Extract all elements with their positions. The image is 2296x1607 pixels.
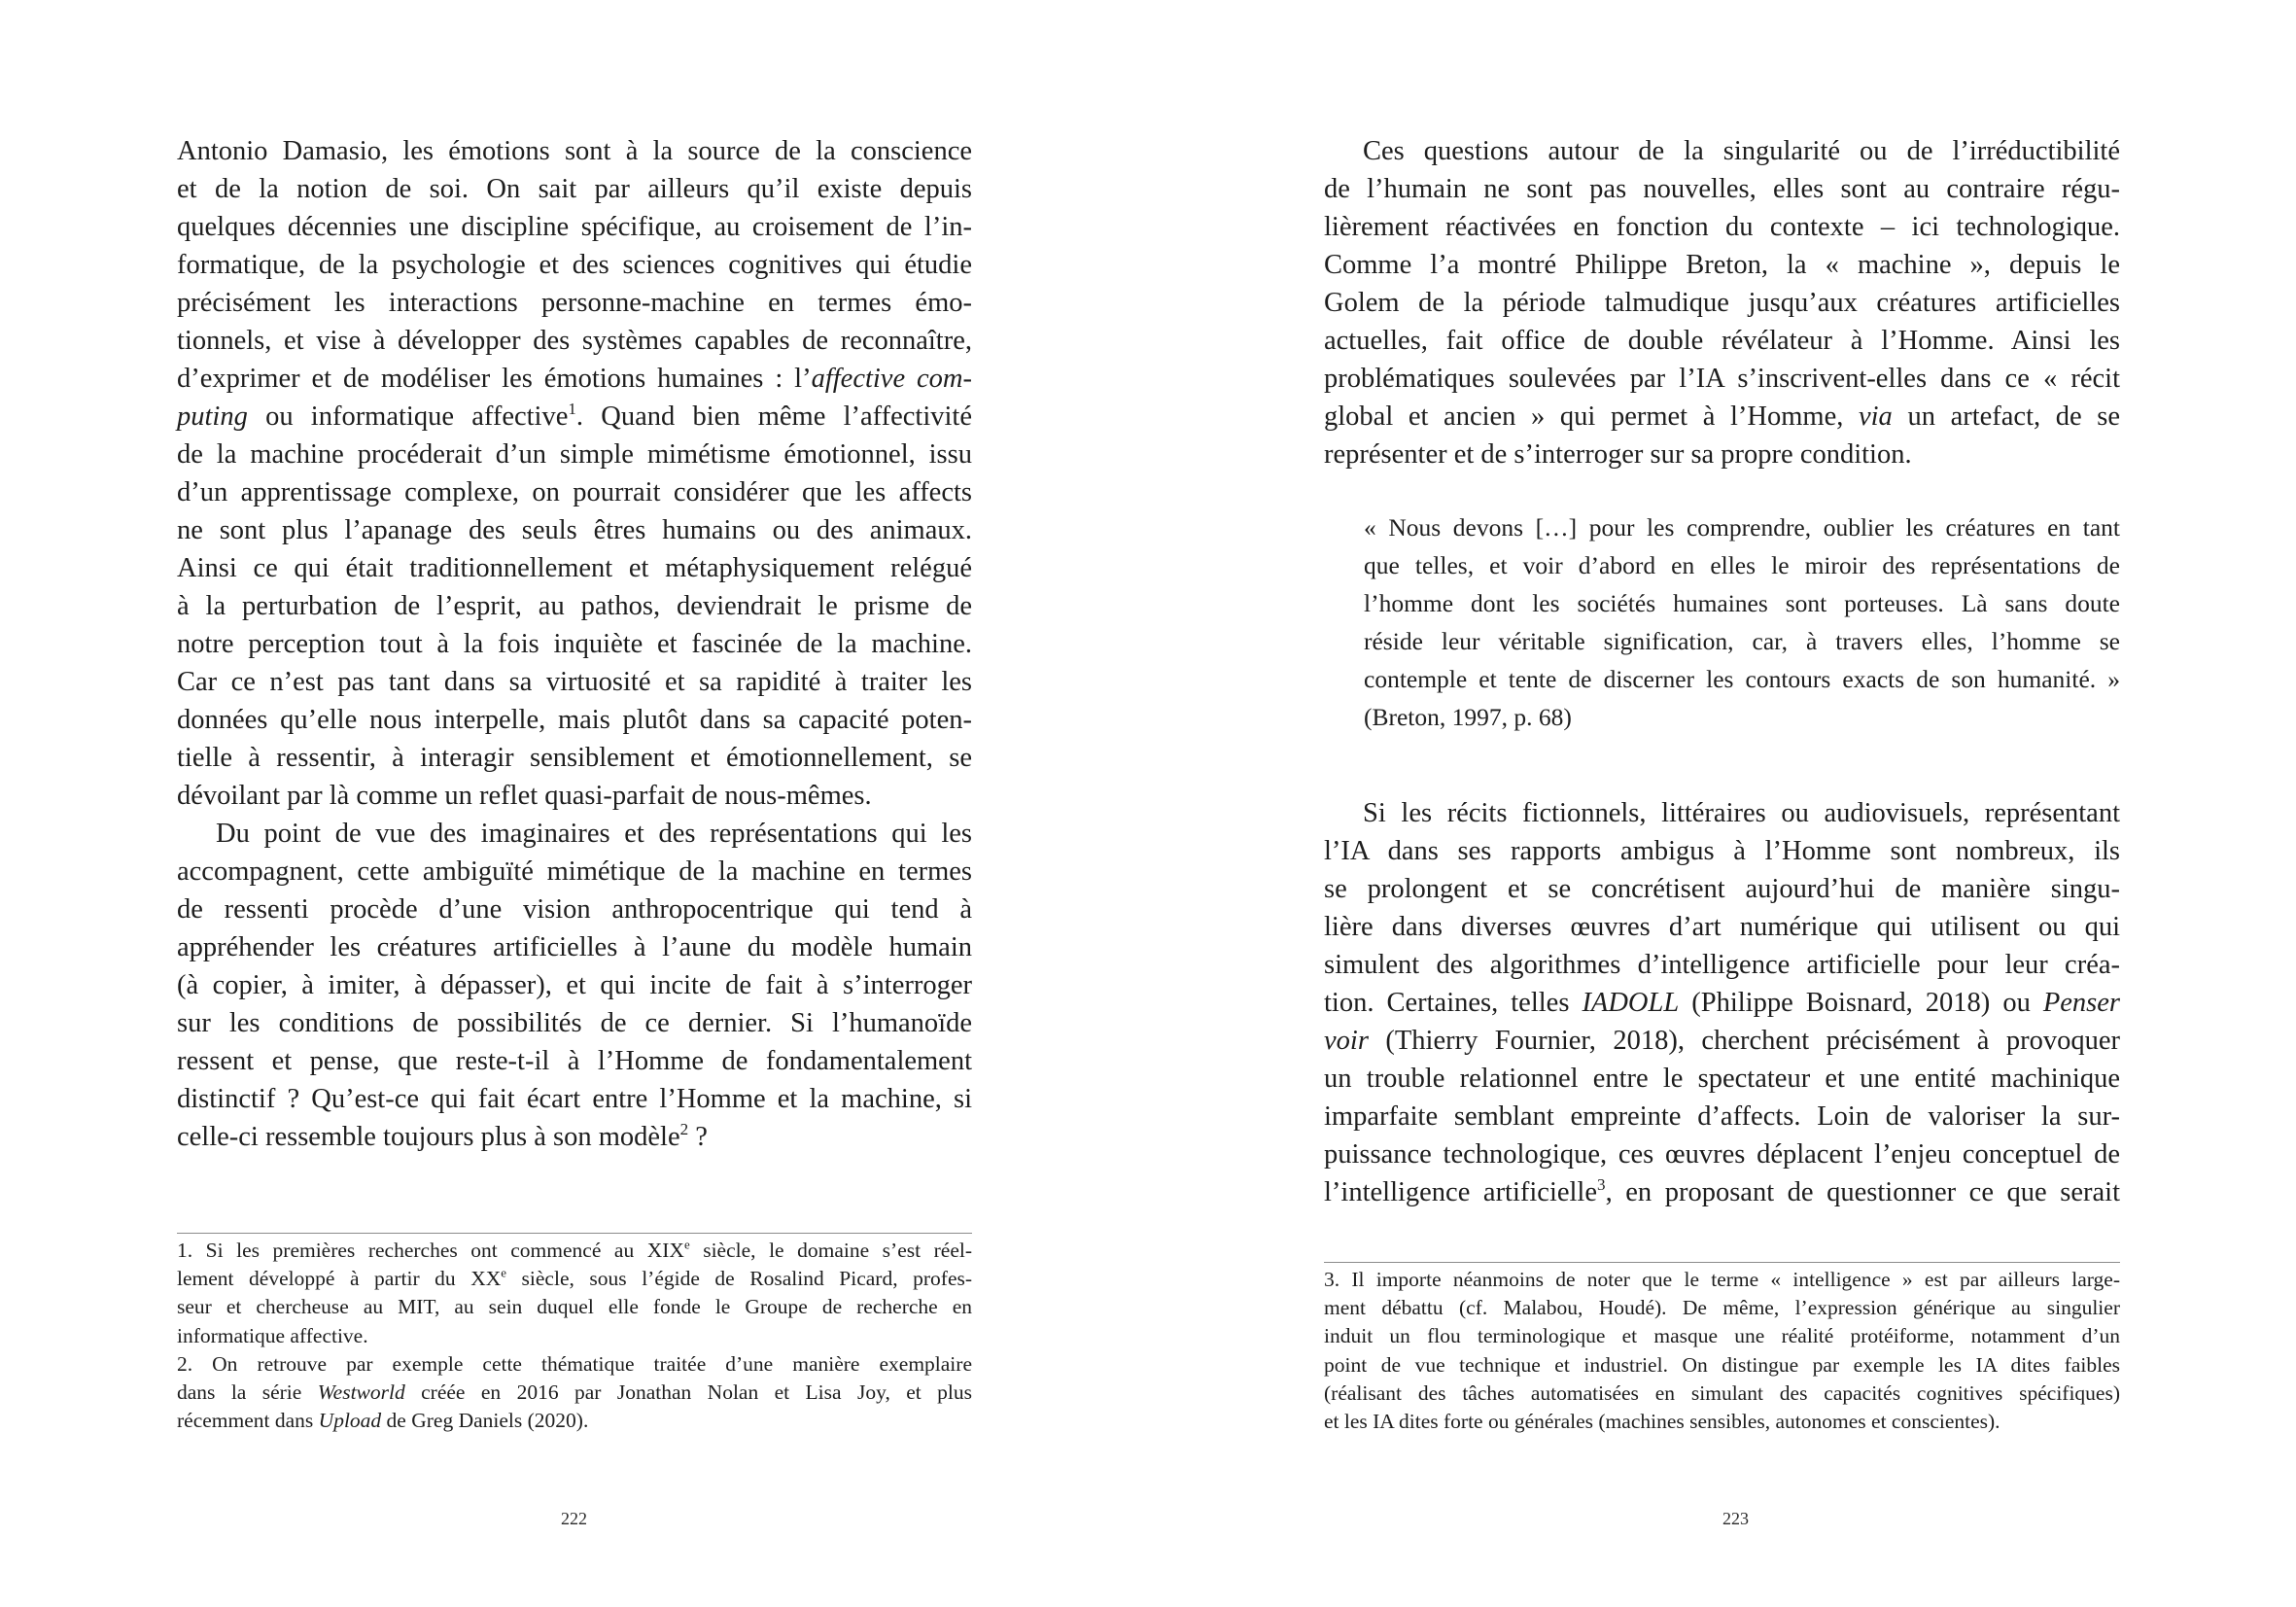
text-run: 2. On retrouve par exemple cette thématique traitée d’une manière exemplaire xyxy=(177,1351,972,1376)
text-line xyxy=(177,1118,972,1156)
text-run: l’intelligence artificielle xyxy=(1324,1177,1598,1207)
footnote-separator xyxy=(1324,1262,2120,1263)
text-run: de Greg Daniels (2020). xyxy=(381,1409,589,1433)
text-run: dans la série xyxy=(177,1380,318,1404)
footnote-reference: 2 xyxy=(679,1119,689,1138)
text-run: à la perturbation de l’esprit, au pathos, deviendrait le prisme de xyxy=(177,591,972,621)
text-run: de ressenti procède d’une vision anthropocentrique qui tend à xyxy=(177,894,972,925)
text-line xyxy=(1324,832,2120,870)
text-run: celle-ci ressemble toujours plus à son modèle xyxy=(177,1122,680,1152)
text-run: d’exprimer et de modéliser les émotions humaines : l’ xyxy=(177,364,812,394)
text-run: appréhender les créatures artificielles à l’aune du modèle humain xyxy=(177,932,972,962)
text-line xyxy=(177,473,972,511)
text-run: un trouble relationnel entre le spectateur et une entité machinique xyxy=(1324,1064,2120,1094)
text-run: lière dans diverses œuvres d’art numérique qui utilisent ou qui xyxy=(1324,912,2120,942)
text-run: Ces questions autour de la singularité ou de l’irréductibilité xyxy=(1363,136,2120,166)
italic-text: voir xyxy=(1324,1026,1369,1056)
text-run: point de vue technique et industriel. On distingue par exemple les IA dites faibles xyxy=(1324,1352,2120,1377)
text-line xyxy=(177,1350,972,1379)
left-page-footnotes xyxy=(177,1237,972,1435)
text-run: se prolongent et se concrétisent aujourd’hui de manière singu- xyxy=(1324,874,2120,904)
text-run: et les IA dites forte ou générales (machines sensibles, autonomes et conscientes). xyxy=(1324,1409,2000,1433)
text-run: induit un flou terminologique et masque une réalité protéiforme, notamment d’un xyxy=(1324,1324,2120,1348)
text-line xyxy=(177,891,972,928)
text-line xyxy=(177,739,972,777)
text-line xyxy=(1324,1266,2120,1294)
text-line xyxy=(1324,284,2120,322)
spacer xyxy=(1324,473,2120,511)
text-line xyxy=(177,1293,972,1321)
text-line xyxy=(1324,1098,2120,1135)
text-run: 3. Il importe néanmoins de noter que le terme « intelligence » est par ailleurs large- xyxy=(1324,1268,2120,1291)
italic-text: Westworld xyxy=(317,1380,405,1404)
text-line xyxy=(1324,1022,2120,1060)
text-line xyxy=(1324,1294,2120,1322)
text-run: lièrement réactivées en fonction du contexte – ici technologique. xyxy=(1324,212,2120,242)
text-line xyxy=(1324,1322,2120,1350)
text-run: un artefact, de se xyxy=(1892,402,2120,432)
text-run: Ainsi ce qui était traditionnellement et métaphysiquement relégué xyxy=(177,553,972,583)
text-line xyxy=(1324,360,2120,398)
text-run: « Nous devons […] pour les comprendre, oublier les créatures en tant xyxy=(1364,513,2120,541)
text-line xyxy=(177,777,972,815)
text-line xyxy=(177,1080,972,1118)
text-line xyxy=(1324,1135,2120,1173)
text-run: imparfaite semblant empreinte d’affects. Loin de valoriser la sur- xyxy=(1324,1101,2120,1132)
italic-text: Upload xyxy=(318,1409,382,1433)
text-line xyxy=(1324,794,2120,832)
text-run: (Philippe Boisnard, 2018) ou xyxy=(1679,988,2043,1018)
text-run: que telles, et voir d’abord en elles le miroir des représentations de xyxy=(1364,551,2120,579)
text-line xyxy=(1324,322,2120,360)
text-run: récemment dans xyxy=(177,1409,319,1433)
text-run: Du point de vue des imaginaires et des représentations qui les xyxy=(216,819,972,849)
text-run: notre perception tout à la fois inquiète et fascinée de la machine. xyxy=(177,629,972,659)
text-run: Si les récits fictionnels, littéraires ou audiovisuels, représentant xyxy=(1363,798,2120,828)
text-line xyxy=(177,1237,972,1265)
text-run: lement développé à partir du XX xyxy=(177,1267,502,1291)
text-line xyxy=(177,1042,972,1080)
text-run: tion. Certaines, telles xyxy=(1324,988,1583,1018)
text-line xyxy=(177,1407,972,1435)
italic-text: puting xyxy=(177,402,248,432)
text-run: Comme l’a montré Philippe Breton, la « machine », depuis le xyxy=(1324,250,2120,280)
text-run: Golem de la période talmudique jusqu’aux créatures artificielles xyxy=(1324,288,2120,318)
italic-text: IADOLL xyxy=(1582,988,1680,1018)
paragraph-singularite xyxy=(1324,132,2120,473)
text-line xyxy=(177,966,972,1004)
text-run: données qu’elle nous interpelle, mais plutôt dans sa capacité poten- xyxy=(177,705,972,735)
text-run: . Quand bien même l’affectivité xyxy=(575,402,972,432)
text-line xyxy=(177,625,972,663)
text-line xyxy=(1324,1060,2120,1098)
text-run: d’un apprentissage complexe, on pourrait considérer que les affects xyxy=(177,477,972,507)
text-line xyxy=(1324,984,2120,1022)
text-line xyxy=(1364,584,2120,622)
text-line xyxy=(1364,698,2120,736)
text-line xyxy=(177,398,972,436)
text-run: l’homme dont les sociétés humaines sont porteuses. Là sans doute xyxy=(1364,589,2120,617)
right-page xyxy=(1148,0,2296,1607)
text-line xyxy=(177,815,972,853)
text-line xyxy=(177,322,972,360)
text-line xyxy=(177,663,972,701)
text-run: ne sont plus l’apanage des seuls êtres humains ou des animaux. xyxy=(177,515,972,545)
text-line xyxy=(1324,208,2120,246)
text-line xyxy=(177,1004,972,1042)
text-run: quelques décennies une discipline spécifique, au croisement de l’in- xyxy=(177,212,972,242)
text-run: informatique affective. xyxy=(177,1323,368,1347)
text-line xyxy=(177,1379,972,1407)
text-run: dévoilant par là comme un reflet quasi-parfait de nous-mêmes. xyxy=(177,781,872,811)
text-line xyxy=(1324,170,2120,208)
text-line xyxy=(1364,622,2120,660)
text-run: problématiques soulevées par l’IA s’inscrivent-elles dans ce « récit xyxy=(1324,364,2120,394)
text-line xyxy=(177,511,972,549)
text-line xyxy=(177,549,972,587)
text-run: distinctif ? Qu’est-ce qui fait écart entre l’Homme et la machine, si xyxy=(177,1084,972,1114)
italic-text: via xyxy=(1858,402,1893,432)
text-line xyxy=(1324,1351,2120,1380)
text-run: ? xyxy=(688,1122,708,1152)
right-page-footnotes xyxy=(1324,1266,2120,1436)
text-line xyxy=(177,284,972,322)
text-run: sur les conditions de possibilités de ce dernier. Si l’humanoïde xyxy=(177,1008,972,1038)
text-run: Antonio Damasio, les émotions sont à la source de la conscience xyxy=(177,136,972,166)
text-run: formatique, de la psychologie et des sciences cognitives qui étudie xyxy=(177,250,972,280)
text-run: l’IA dans ses rapports ambigus à l’Homme sont nombreux, ils xyxy=(1324,836,2120,866)
footnote-reference: e xyxy=(501,1266,506,1280)
text-run: Car ce n’est pas tant dans sa virtuosité et sa rapidité à traiter les xyxy=(177,667,972,697)
text-line xyxy=(1324,1380,2120,1408)
text-run: précisément les interactions personne-machine en termes émo- xyxy=(177,288,972,318)
text-line xyxy=(1364,660,2120,698)
text-run: accompagnent, cette ambiguïté mimétique de la machine en termes xyxy=(177,856,972,887)
text-line xyxy=(177,1265,972,1293)
footnote-reference: e xyxy=(683,1238,690,1252)
text-run: global et ancien » qui permet à l’Homme, xyxy=(1324,402,1859,432)
paragraph-recits xyxy=(1324,794,2120,1211)
spacer xyxy=(1324,739,2120,777)
text-line xyxy=(177,853,972,891)
text-run: réside leur véritable signification, car, à travers elles, l’homme se xyxy=(1364,627,2120,655)
page-number: 222 xyxy=(561,1509,587,1528)
text-run: ressent et pense, que reste-t-il à l’Homme de fondamentalement xyxy=(177,1046,972,1076)
text-line xyxy=(177,132,972,170)
text-line xyxy=(1364,508,2120,546)
text-run: simulent des algorithmes d’intelligence artificielle pour leur créa- xyxy=(1324,950,2120,980)
text-line xyxy=(1324,436,2120,473)
page-number: 223 xyxy=(1722,1509,1749,1528)
text-line xyxy=(177,208,972,246)
text-run: siècle, sous l’égide de Rosalind Picard, profes- xyxy=(506,1267,973,1291)
block-quote xyxy=(1364,508,2120,736)
text-run: de l’humain ne sont pas nouvelles, elles sont au contraire régu- xyxy=(1324,174,2120,204)
text-line xyxy=(1324,1173,2120,1211)
left-page-body xyxy=(177,132,972,1156)
text-line xyxy=(177,701,972,739)
text-run: représenter et de s’interroger sur sa propre condition. xyxy=(1324,439,1912,470)
text-line xyxy=(177,436,972,473)
text-line xyxy=(1324,398,2120,436)
text-run: de la machine procéderait d’un simple mimétisme émotionnel, issu xyxy=(177,439,972,470)
text-line xyxy=(1324,946,2120,984)
footnote-separator xyxy=(177,1233,972,1234)
text-run: (Thierry Fournier, 2018), cherchent précisément à provoquer xyxy=(1368,1026,2120,1056)
text-run: 1. Si les premières recherches ont commencé au XIX xyxy=(177,1239,684,1262)
text-line xyxy=(1364,546,2120,584)
text-run: ou informatique affective xyxy=(247,402,569,432)
text-line xyxy=(177,1322,972,1350)
text-run: créée en 2016 par Jonathan Nolan et Lisa Joy, et plus xyxy=(404,1380,972,1404)
text-run: tionnels, et vise à développer des systèmes capables de reconnaître, xyxy=(177,326,972,356)
text-line xyxy=(177,170,972,208)
text-line xyxy=(177,246,972,284)
italic-text: Penser xyxy=(2042,988,2120,1018)
text-line xyxy=(177,587,972,625)
text-run: (Breton, 1997, p. 68) xyxy=(1364,703,1572,731)
text-run: seur et chercheuse au MIT, au sein duquel elle fonde le Groupe de recherche en xyxy=(177,1295,972,1319)
text-run: (à copier, à imiter, à dépasser), et qui incite de fait à s’interroger xyxy=(177,970,972,1000)
text-run: actuelles, fait office de double révélateur à l’Homme. Ainsi les xyxy=(1324,326,2120,356)
text-run: (réalisant des tâches automatisées en simulant des capacités cognitives spécifiques) xyxy=(1324,1380,2120,1405)
text-run: contemple et tente de discerner les contours exacts de son humanité. » xyxy=(1364,665,2120,693)
text-line xyxy=(1324,870,2120,908)
text-line xyxy=(1324,1408,2120,1436)
text-run: puissance technologique, ces œuvres déplacent l’enjeu conceptuel de xyxy=(1324,1139,2120,1170)
text-line xyxy=(1324,246,2120,284)
text-run: siècle, le domaine s’est réel- xyxy=(689,1239,972,1262)
footnote-reference: 1 xyxy=(568,399,576,418)
text-run: tielle à ressentir, à interagir sensiblement et émotionnellement, se xyxy=(177,743,972,773)
text-run: , en proposant de questionner ce que serait xyxy=(1605,1177,2120,1207)
text-line xyxy=(177,928,972,966)
text-line xyxy=(1324,908,2120,946)
text-run: et de la notion de soi. On sait par ailleurs qu’il existe depuis xyxy=(177,174,972,204)
italic-text: affective com- xyxy=(811,364,972,394)
text-run: ment débattu (cf. Malabou, Houdé). De même, l’expression générique au singulier xyxy=(1324,1296,2120,1320)
footnote-reference: 3 xyxy=(1597,1174,1606,1194)
text-line xyxy=(177,360,972,398)
text-line xyxy=(1324,132,2120,170)
